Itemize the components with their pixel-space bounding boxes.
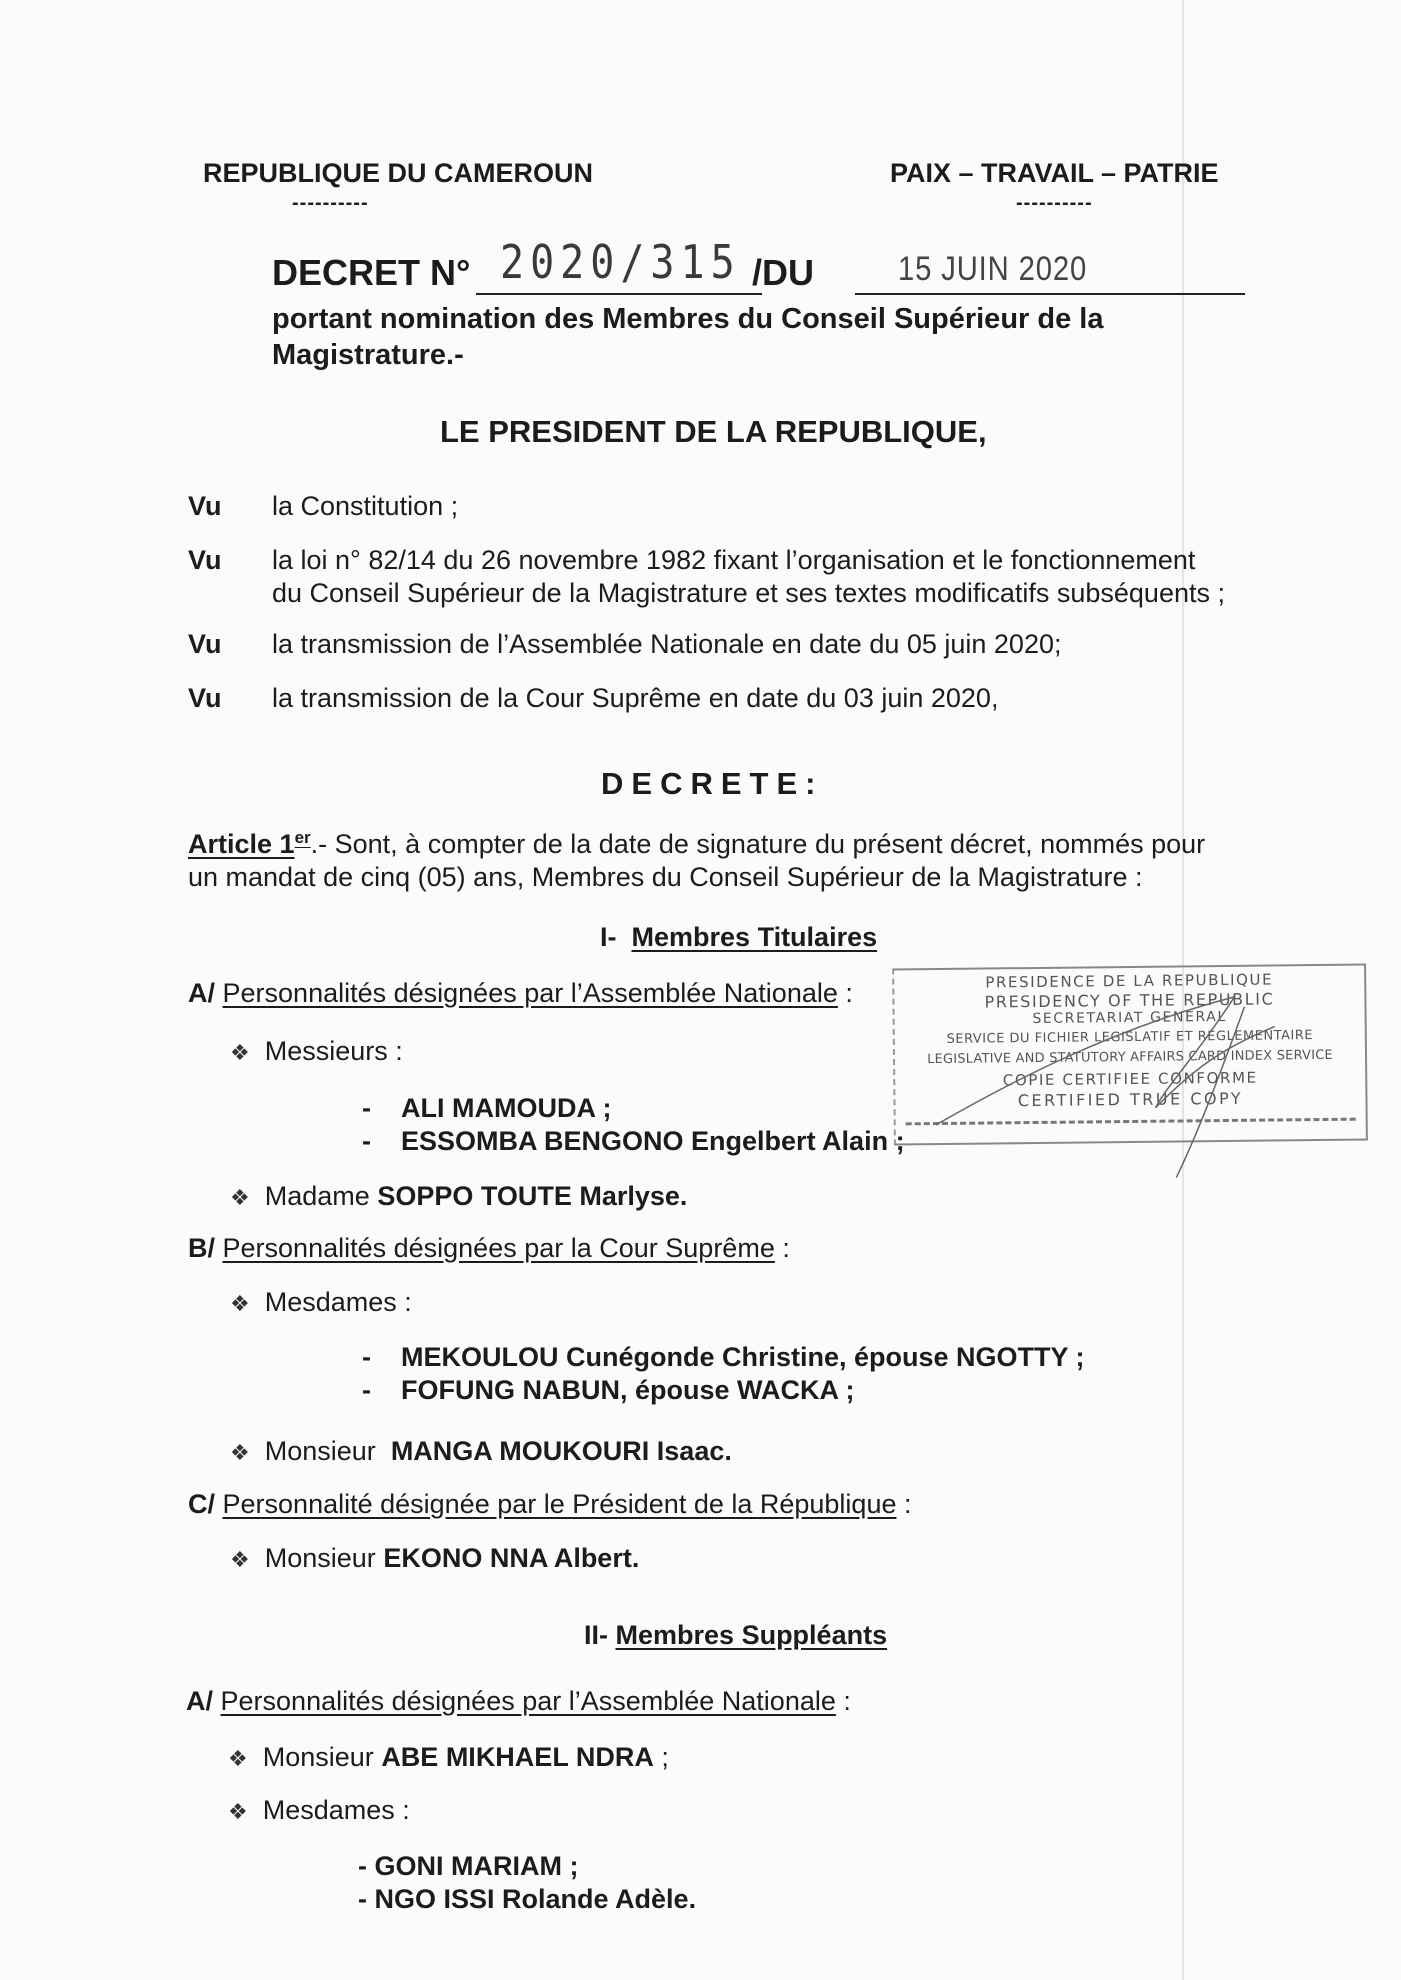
certified-copy-stamp [892, 964, 1368, 1146]
section1-prefix: I- [600, 922, 617, 952]
president-title: LE PRESIDENT DE LA REPUBLIQUE, [440, 414, 987, 449]
section2-title: Membres Suppléants [615, 1620, 888, 1650]
nominee-name: ESSOMBA BENGONO Engelbert Alain ; [401, 1126, 905, 1156]
monsieur-label: Monsieur [264, 1436, 376, 1466]
article1-line2: un mandat de cinq (05) ans, Membres du Conseil Supérieur de la Magistrature : [188, 862, 1143, 892]
dash-bullet: - [362, 1342, 371, 1372]
stamp-line: PRESIDENCE DE LA REPUBLIQUE [985, 970, 1274, 992]
madame-label: Madame [264, 1181, 370, 1211]
section1-c-heading [188, 1489, 912, 1520]
article1-line1 [188, 828, 1205, 860]
article1-label: Article 1 [188, 829, 295, 859]
vu-clause-2-line2: du Conseil Supérieur de la Magistrature et ses textes modificatifs subséquents ; [272, 578, 1225, 608]
vu-label: Vu [188, 629, 222, 659]
decree-du-label: /DU [752, 252, 814, 293]
colon: : [845, 978, 853, 1008]
nominee-name: SOPPO TOUTE Marlyse. [377, 1181, 688, 1211]
section1-a-prefix: A/ [188, 978, 215, 1008]
vu-clause-3: la transmission de l’Assemblée Nationale en date du 05 juin 2020; [272, 629, 1062, 659]
stamped-date: 15 JUIN 2020 [898, 250, 1088, 288]
madame-line [230, 1181, 687, 1212]
nominee-list-item [358, 1851, 579, 1882]
nominee-name: MEKOULOU Cunégonde Christine, épouse NGOTTY ; [401, 1342, 1085, 1372]
vu-clause-4: la transmission de la Cour Suprême en date du 03 juin 2020, [272, 683, 999, 713]
section1-b-heading [188, 1233, 790, 1264]
monsieur-line [228, 1742, 669, 1773]
section1-a-heading [188, 978, 853, 1009]
dash-bullet: - [362, 1093, 371, 1123]
vu-label: Vu [188, 491, 222, 521]
nominee-list-item [362, 1126, 905, 1157]
section2-a-prefix: A/ [186, 1686, 213, 1716]
colon: : [904, 1489, 912, 1519]
colon: : [843, 1686, 851, 1716]
colon: : [782, 1233, 790, 1263]
stamp-line: LEGISLATIVE AND STATUTORY AFFAIRS CARD INDEX SERVICE [927, 1047, 1333, 1068]
section1-b-title: Personnalités désignées par la Cour Suprême [222, 1233, 775, 1263]
monsieur-label: Monsieur [262, 1742, 374, 1772]
dash-bullet: - [358, 1851, 367, 1881]
monsieur-line [230, 1543, 639, 1574]
nominee-name: ABE MIKHAEL NDRA [381, 1742, 654, 1772]
stamp-line: SECRETARIAT GENERAL [1032, 1008, 1227, 1028]
dash-bullet: - [358, 1884, 367, 1914]
nominee-name: MANGA MOUKOURI Isaac. [390, 1436, 732, 1466]
mesdames-line [230, 1287, 412, 1318]
monsieur-label: Monsieur [264, 1543, 376, 1573]
decrete-heading: DECRETE: [601, 766, 824, 801]
vu-clause-2-line1: la loi n° 82/14 du 26 novembre 1982 fixant l’organisation et le fonctionnement [272, 545, 1196, 575]
signature-scribble-icon [894, 966, 1366, 1201]
decree-number-label: DECRET N° [272, 252, 471, 293]
nominee-list-item [362, 1342, 1085, 1373]
nominee-list-item [362, 1375, 855, 1406]
article1-text-line1: .- Sont, à compter de la date de signature du présent décret, nommés pour [310, 829, 1206, 859]
nominee-name: EKONO NNA Albert. [383, 1543, 640, 1573]
diamond-bullet-icon: ❖ [230, 1291, 250, 1316]
dash-bullet: - [362, 1375, 371, 1405]
mesdames-label: Mesdames : [264, 1287, 412, 1317]
section1-a-title: Personnalités désignées par l’Assemblée Nationale [222, 978, 838, 1008]
date-underline [855, 293, 1245, 295]
mesdames-label: Mesdames : [262, 1795, 410, 1825]
section2-heading [584, 1620, 887, 1651]
diamond-bullet-icon: ❖ [230, 1547, 250, 1572]
stamp-line: CERTIFIED TRUE COPY [1017, 1088, 1244, 1111]
handwritten-decree-number: 2020/315 [500, 236, 741, 290]
nominee-name: ALI MAMOUDA ; [401, 1093, 612, 1123]
nominee-list-item [358, 1884, 696, 1915]
decree-subject-line1: portant nomination des Membres du Conseil Supérieur de la [272, 303, 1104, 335]
section2-a-title: Personnalités désignées par l’Assemblée Nationale [220, 1686, 836, 1716]
header-left-dashes: ---------- [292, 192, 369, 214]
header-right-dashes: ---------- [1016, 192, 1093, 214]
diamond-bullet-icon: ❖ [228, 1799, 248, 1824]
stamp-line: SERVICE DU FICHIER LEGISLATIF ET REGLEMENTAIRE [946, 1028, 1314, 1047]
semicolon: ; [661, 1742, 669, 1772]
section1-c-title: Personnalité désignée par le Président de la République [222, 1489, 897, 1519]
stamp-line: PRESIDENCY OF THE REPUBLIC [984, 989, 1275, 1012]
vu-clause-1: la Constitution ; [272, 491, 459, 521]
diamond-bullet-icon: ❖ [230, 1185, 250, 1210]
article1-sup: er [294, 828, 311, 847]
section1-title: Membres Titulaires [631, 922, 878, 952]
section2-a-heading [186, 1686, 851, 1717]
messieurs-label: Messieurs : [264, 1036, 403, 1066]
stamp-line: COPIE CERTIFIEE CONFORME [1002, 1068, 1258, 1090]
nominee-name: GONI MARIAM ; [374, 1851, 579, 1881]
diamond-bullet-icon: ❖ [230, 1040, 250, 1065]
country-name: REPUBLIQUE DU CAMEROUN [203, 158, 594, 188]
decree-subject-line2: Magistrature.- [272, 339, 464, 371]
section1-b-prefix: B/ [188, 1233, 215, 1263]
monsieur-line [230, 1436, 732, 1467]
nominee-name: FOFUNG NABUN, épouse WACKA ; [401, 1375, 855, 1405]
diamond-bullet-icon: ❖ [228, 1746, 248, 1771]
section2-prefix: II- [584, 1620, 608, 1650]
messieurs-line [230, 1036, 403, 1067]
diamond-bullet-icon: ❖ [230, 1440, 250, 1465]
vu-label: Vu [188, 683, 222, 713]
nominee-name: NGO ISSI Rolande Adèle. [374, 1884, 697, 1914]
number-underline [476, 293, 762, 295]
mesdames-line [228, 1795, 410, 1826]
section1-c-prefix: C/ [188, 1489, 215, 1519]
motto: PAIX – TRAVAIL – PATRIE [890, 158, 1219, 188]
dash-bullet: - [362, 1126, 371, 1156]
vu-label: Vu [188, 545, 222, 575]
nominee-list-item [362, 1093, 611, 1124]
section1-heading [600, 922, 877, 953]
